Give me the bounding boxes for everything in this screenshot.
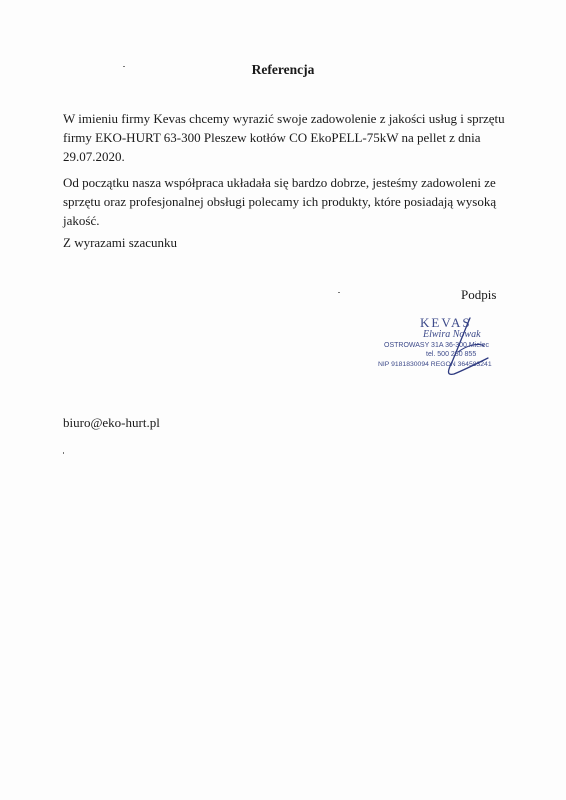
paragraph-cooperation: Od początku nasza współpraca układała się bardzo dobrze, jesteśmy zadowoleni ze sprzętu oraz profesjonalnej obsługi polecamy ich produkty, które posiadają wysoką jakość. (63, 175, 497, 228)
stamp-company-name: KEVAS (420, 315, 472, 330)
stamp-address: OSTROWASY 31A 36-300 Mielec (384, 342, 490, 349)
scan-speck (63, 452, 64, 454)
stamp-registration-ids: NIP 9181830094 REGON 364583241 (378, 361, 492, 368)
stamp-phone: tel. 500 280 855 (426, 351, 477, 358)
company-stamp (378, 312, 538, 402)
paragraph-intro: W imieniu firmy Kevas chcemy wyrazić swoje zadowolenie z jakości usług i sprzętu firmy EKO-HURT 63-300 Pleszew kotłów CO EkoPELL-75kW na pellet z dnia 29.07.2020. (63, 111, 505, 164)
handwritten-signature (418, 312, 498, 384)
scan-speck (338, 292, 340, 293)
signature-label: Podpis (461, 287, 497, 302)
scan-speck (123, 66, 125, 67)
contact-email: biuro@eko-hurt.pl (63, 415, 160, 430)
document-title: Referencja (251, 62, 315, 77)
stamp-signer-name: Elwira Nowak (423, 329, 481, 340)
closing-phrase: Z wyrazami szacunku (63, 235, 178, 250)
